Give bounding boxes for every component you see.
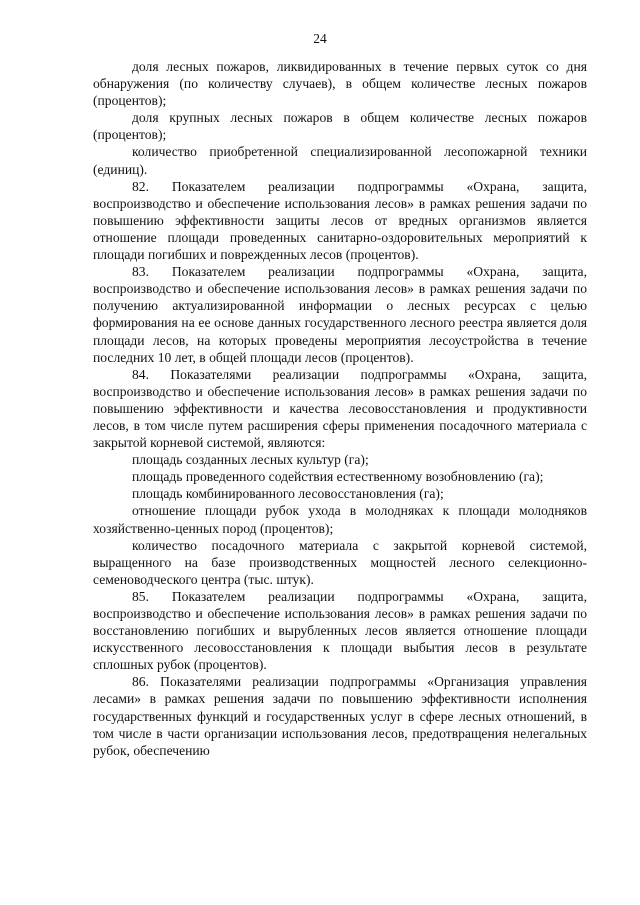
page-number: 24 <box>313 31 327 46</box>
list-item-combined-reforestation: площадь комбинированного лесовосстановления (га); <box>132 486 444 502</box>
paragraph-3: количество приобретенной специализированной лесопожарной техники (единиц). <box>93 144 587 177</box>
list-item-thinning-ratio: отношение площади рубок ухода в молодняках к площади молодняков хозяйственно-ценных пород (процентов); <box>93 503 587 536</box>
paragraph-2: доля крупных лесных пожаров в общем количестве лесных пожаров (процентов); <box>93 110 587 143</box>
document-body <box>93 58 587 759</box>
list-item-seedlings-count: количество посадочного материала с закрытой корневой системой, выращенного на базе производственных мощностей лесного селекционно-семеноводческого центра (тыс. штук). <box>93 537 587 587</box>
paragraph-1: доля лесных пожаров, ликвидированных в течение первых суток со дня обнаружения (по количеству случаев), в общем количестве лесных пожаров (процентов); <box>93 59 587 109</box>
list-item-natural-renewal: площадь проведенного содействия естественному возобновлению (га); <box>132 469 544 485</box>
list-item-forest-cultures: площадь созданных лесных культур (га); <box>132 452 369 468</box>
paragraph-85: 85. Показателем реализации подпрограммы «Охрана, защита, воспроизводство и обеспечение использования лесов» в рамках решения задачи по восстановлению погибших и вырубленных лесов является отношение площади искусственного лесовосстановления к площади выбытия лесов в результате сплошных рубок (процентов). <box>93 588 587 673</box>
paragraph-86: 86. Показателями реализации подпрограммы «Организация управления лесами» в рамках решения задачи по повышению эффективности исполнения государственных функций и государственных услуг в сфере лесных отношений, в том числе в части организации использования лесов, предотвращения нелегальных рубок, обеспечению <box>93 674 587 758</box>
paragraph-84: 84. Показателями реализации подпрограммы «Охрана, защита, воспроизводство и обеспечение использования лесов» в рамках решения задачи по повышению эффективности и качества лесовосстановления и продуктивности лесов, в том числе путем расширения сферы применения посадочного материала с закрытой корневой системой, являются: <box>93 366 587 451</box>
paragraph-83: 83. Показателем реализации подпрограммы «Охрана, защита, воспроизводство и обеспечение использования лесов» в рамках решения задачи по получению актуализированной информации о лесных ресурсах с целью формирования на ее основе данных государственного лесного реестра является доля площади лесов, на которых проведены мероприятия лесоустройства в течение последних 10 лет, в общей площади лесов (процентов). <box>93 264 587 365</box>
paragraph-82: 82. Показателем реализации подпрограммы «Охрана, защита, воспроизводство и обеспечение использования лесов» в рамках решения задачи по повышению эффективности защиты лесов от вредных организмов является отношение площади проведенных санитарно-оздоровительных мероприятий к площади погибших и поврежденных лесов (процентов). <box>93 178 587 263</box>
